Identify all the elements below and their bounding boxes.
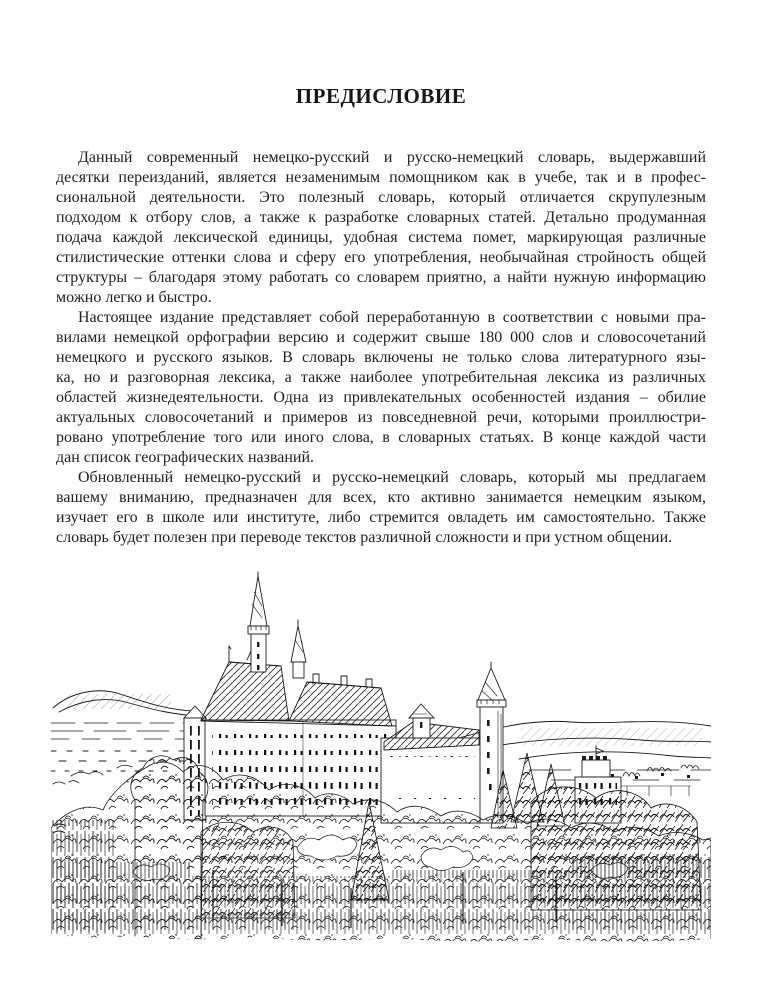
paragraph [56,148,706,308]
text-line: ровано употребление того или иного слова, в словарных статьях. В конце каждой части [56,429,706,446]
castle-illustration [51,570,711,942]
text-line: изучает его в школе или институте, либо стремится овладеть им самостоятельно. Также [56,509,706,526]
text-line: сиональной деятельности. Это полезный словарь, который отличается скрупулезным [56,189,706,206]
paragraph [56,308,706,468]
text-line: Настоящее издание представляет собой переработанную в соответствии с новыми пра- [78,309,706,326]
paragraph [56,468,706,548]
text-line: вилами немецкой орфографии версию и содержит свыше 180 000 слов и словосочетаний [56,329,706,346]
text-line: ка, но и разговорная лексика, а также наиболее употребительная лексика из различных [56,369,706,386]
text-line: дан список географических названий. [56,449,315,466]
text-line: структуры – благодаря этому работать со словарем приятно, а найти нужную информацию [56,269,706,286]
text-line: можно легко и быстро. [56,289,212,306]
text-line: областей жизнедеятельности. Одна из привлекательных особенностей издания – обилие [56,389,706,406]
text-line: подача каждой лексической единицы, удобная система помет, маркирующая различные [56,229,706,246]
text-line: Данный современный немецко-русский и русско-немецкий словарь, выдержавший [78,149,706,166]
text-line: актуальных словосочетаний и примеров из повседневной речи, которыми проиллюстри- [56,409,706,426]
text-line: стилистические оттенки слова и сферу его употребления, необычайная стройность общей [56,249,706,266]
text-line: словарь будет полезен при переводе текстов различной сложности и при устном общении. [56,529,673,546]
castle-line-drawing-svg [51,570,711,942]
text-line: Обновленный немецко-русский и русско-немецкий словарь, который мы предлагаем [78,469,706,486]
text-line: подходом к отбору слов, а также к разработке словарных статей. Детально продуманная [56,209,706,226]
page-title: ПРЕДИСЛОВИЕ [295,84,467,108]
text-line: вашему вниманию, предназначен для всех, кто активно занимается немецким языком, [56,489,706,506]
text-line: десятки переизданий, является незаменимым помощником как в учебе, так и в профес- [56,169,706,186]
preface-paragraphs [56,148,706,548]
text-line: немецкого и русского языков. В словарь включены не только слова литературного язы- [56,349,706,366]
